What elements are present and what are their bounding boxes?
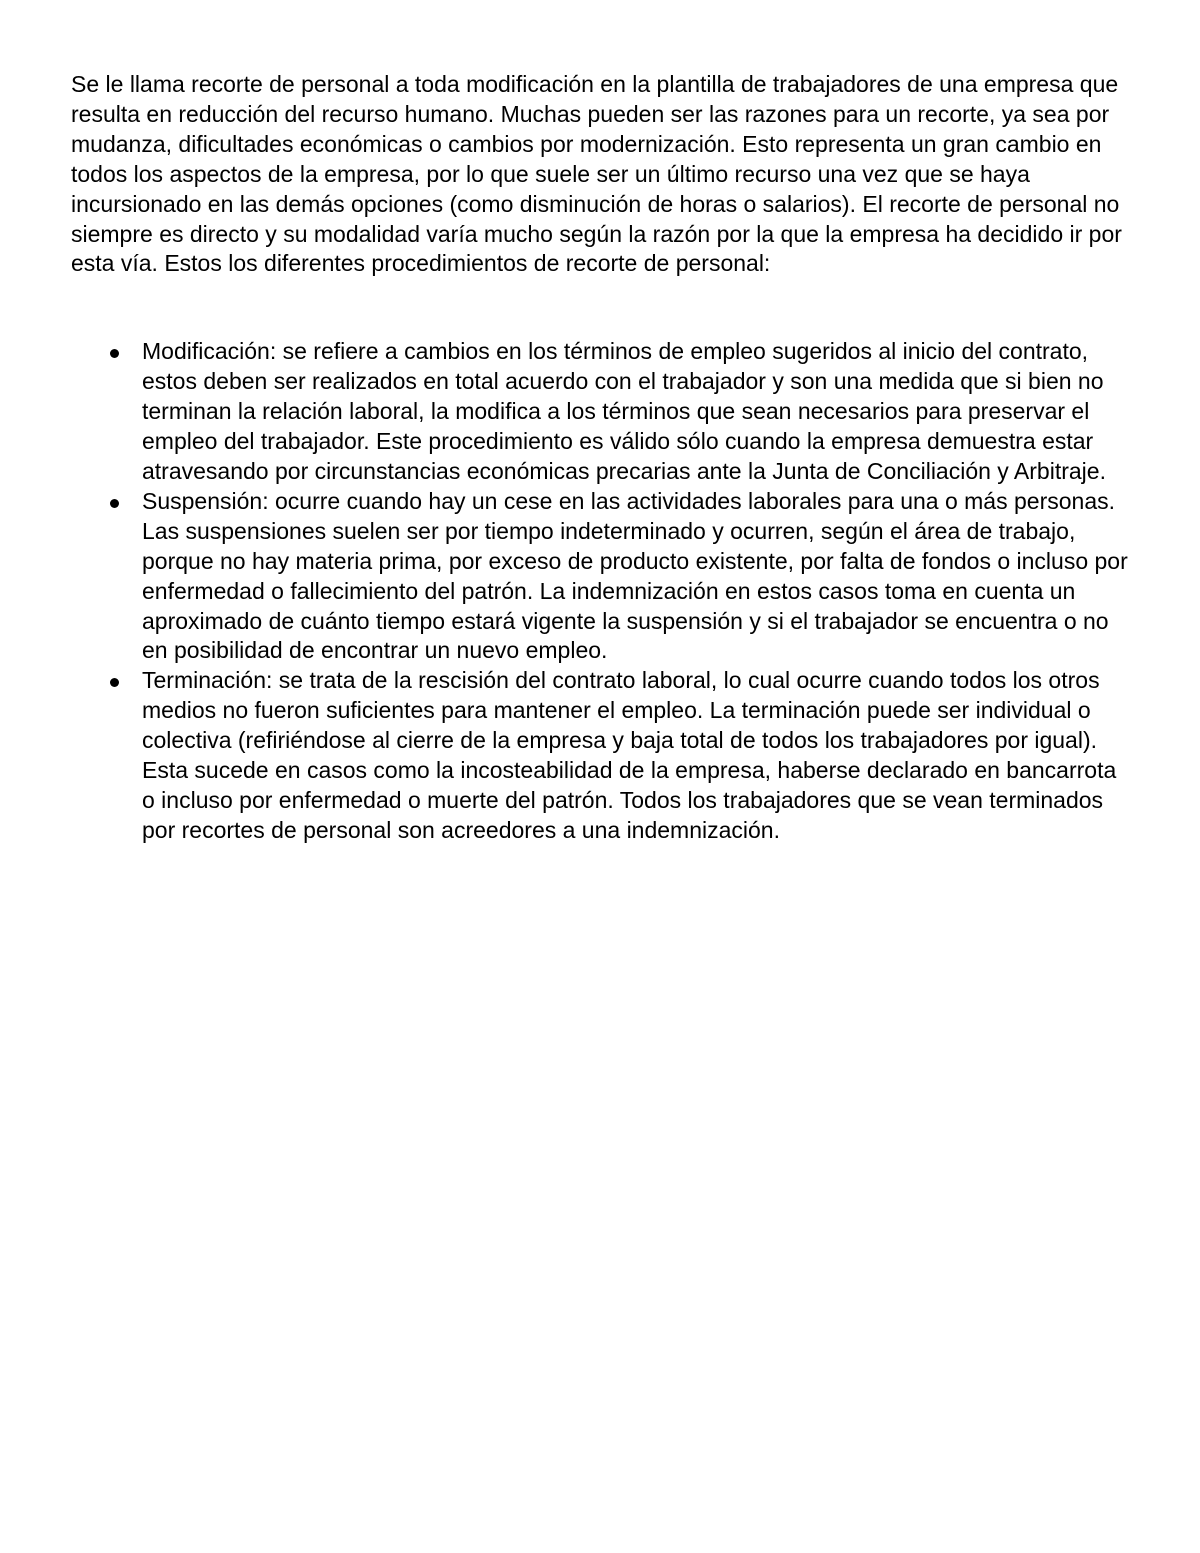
intro-paragraph: Se le llama recorte de personal a toda modificación en la plantilla de trabajadores de una empresa que resulta en reducción del recurso humano. Muchas pueden ser las razones para un recorte, ya sea por mudanza, dificultades económicas o cambios por modernización. Esto representa un gran cambio en todos los aspectos de la empresa, por lo que suele ser un último recurso una vez que se haya incursionado en las demás opciones (como disminución de horas o salarios). El recorte de personal no siempre es directo y su modalidad varía mucho según la razón por la que la empresa ha decidido ir por esta vía. Estos los diferentes procedimientos de recorte de personal: bbox=[71, 71, 1122, 277]
list-item-terminacion bbox=[71, 666, 1133, 845]
procedures-list bbox=[71, 337, 1133, 845]
bullet-icon bbox=[110, 678, 119, 687]
list-item-text: Terminación: se trata de la rescisión del contrato laboral, lo cual ocurre cuando todos los otros medios no fueron suficientes para mantener el empleo. La terminación puede ser individual o colectiva (refiriéndose al cierre de la empresa y baja total de todos los trabajadores por igual). Esta sucede en casos como la incosteabilidad de la empresa, haberse declarado en bancarrota o incluso por enfermedad o muerte del patrón. Todos los trabajadores que se vean terminados por recortes de personal son acreedores a una indemnización. bbox=[142, 667, 1117, 843]
document-body bbox=[71, 70, 1133, 846]
list-item-modificacion bbox=[71, 337, 1133, 487]
bullet-icon bbox=[110, 349, 119, 358]
list-item-text: Modificación: se refiere a cambios en los términos de empleo sugeridos al inicio del contrato, estos deben ser realizados en total acuerdo con el trabajador y son una medida que si bien no terminan la relación laboral, la modifica a los términos que sean necesarios para preservar el empleo del trabajador. Este procedimiento es válido sólo cuando la empresa demuestra estar atravesando por circunstancias económicas precarias ante la Junta de Conciliación y Arbitraje. bbox=[142, 338, 1106, 484]
bullet-icon bbox=[110, 499, 119, 508]
list-item-suspension bbox=[71, 487, 1133, 666]
list-item-text: Suspensión: ocurre cuando hay un cese en las actividades laborales para una o más personas. Las suspensiones suelen ser por tiempo indeterminado y ocurren, según el área de trabajo, porque no hay materia prima, por exceso de producto existente, por falta de fondos o incluso por enfermedad o fallecimiento del patrón. La indemnización en estos casos toma en cuenta un aproximado de cuánto tiempo estará vigente la suspensión y si el trabajador se encuentra o no en posibilidad de encontrar un nuevo empleo. bbox=[142, 487, 1128, 664]
